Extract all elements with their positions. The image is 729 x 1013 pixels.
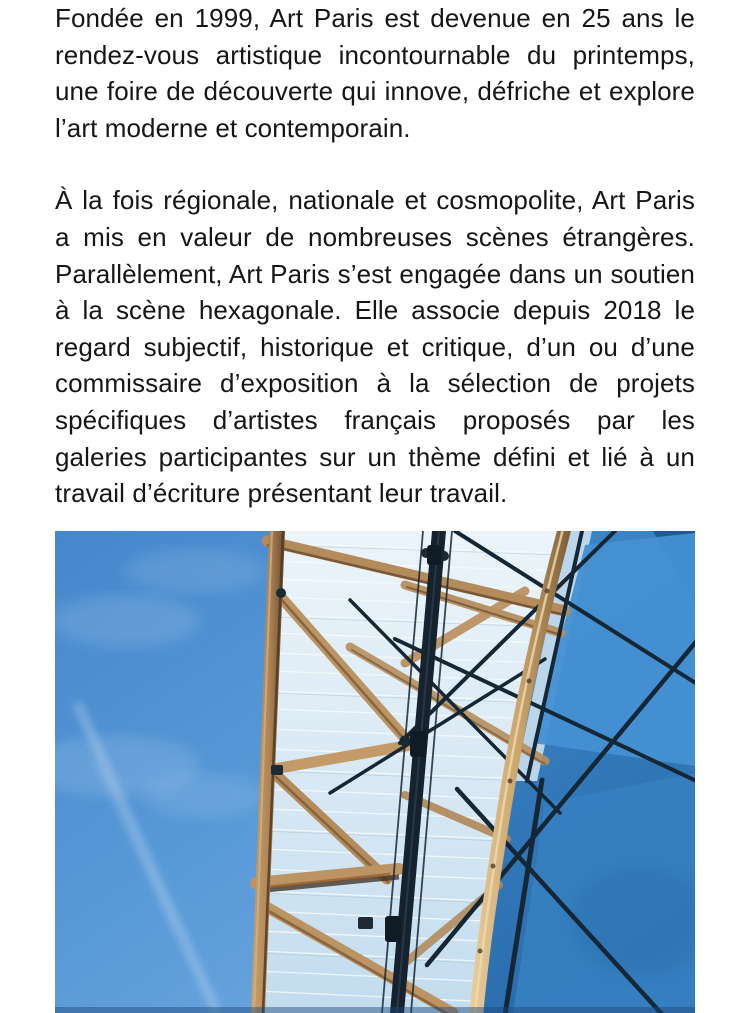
paragraph-intro: Fondée en 1999, Art Paris est devenue en 25 ans le rendez-vous artistique incontournable du printemps, une foire de découverte qui innove, défriche et explore l’art moderne et contemporain. bbox=[55, 3, 695, 143]
photo-illustration bbox=[55, 531, 695, 1013]
article-photo bbox=[55, 531, 695, 1013]
paragraph-detail: À la fois régionale, nationale et cosmopolite, Art Paris a mis en valeur de nombreuses scènes étrangères. Parallèlement, Art Paris s’est engagée dans un soutien à la scène hexagonale. Elle associe depuis 2018 le regard subjectif, historique et critique, d’un ou d’une commissaire d’exposition à la sélection de projets spécifiques d’artistes français proposés par les galeries participantes sur un thème défini et lié à un travail d’écriture présentant leur travail. bbox=[55, 185, 695, 509]
photo-bottom-edge bbox=[55, 1007, 695, 1013]
article-text bbox=[55, 0, 695, 548]
